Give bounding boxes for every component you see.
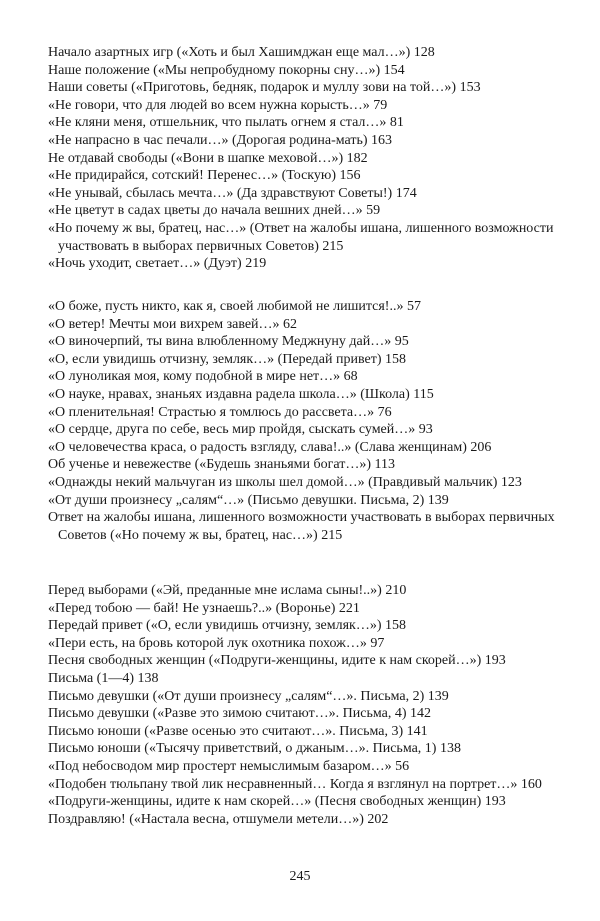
index-entry: «Под небосводом мир простерт немыслимым базаром…» 56 <box>48 758 410 774</box>
index-entry: «Однажды некий мальчуган из школы шел домой…» (Правдивый мальчик) 123 <box>48 474 522 490</box>
index-entry: «О виночерпий, ты вина влюбленному Меджнуну дай…» 95 <box>48 334 409 350</box>
index-entry: «Подобен тюльпану твой лик несравненный… Когда я взглянул на портрет…» 160 <box>48 776 542 792</box>
index-entry: «О науке, нравах, знаньях издавна радела школа…» (Школа) 115 <box>48 386 434 402</box>
index-entry: «Не говори, что для людей во всем нужна корысть…» 79 <box>48 97 388 113</box>
index-entry: «От души произнесу „салям“…» (Письмо девушки. Письма, 2) 139 <box>48 492 449 508</box>
index-section-o <box>48 298 558 544</box>
index-entry: «Не придирайся, сотский! Перенес…» (Тоскую) 156 <box>48 168 361 184</box>
index-entry: Передай привет («О, если увидишь отчизну, земляк…») 158 <box>48 618 407 634</box>
index-entry: «О пленительная! Страстью я томлюсь до рассвета…» 76 <box>48 404 392 420</box>
index-entry: «О, если увидишь отчизну, земляк…» (Передай привет) 158 <box>48 351 407 367</box>
index-entry: Ответ на жалобы ишана, лишенного возможности участвовать в выборах первичных Советов («Но почему ж вы, братец, нас…») 215 <box>48 510 555 543</box>
index-entry: «О сердце, друга по себе, весь мир пройдя, сыскать сумей…» 93 <box>48 422 433 438</box>
index-entry: «О луноликая моя, кому подобной в мире нет…» 68 <box>48 369 358 385</box>
index-section-p <box>48 582 558 828</box>
index-entry: «Не унывай, сбылась мечта…» (Да здравствуют Советы!) 174 <box>48 185 417 201</box>
index-entry: Наше положение («Мы непробудному покорны сну…») 154 <box>48 62 405 78</box>
index-entry: «О человечества краса, о радость взгляду, слава!..» (Слава женщинам) 206 <box>48 439 492 455</box>
index-entry: «О ветер! Мечты мои вихрем завей…» 62 <box>48 316 298 332</box>
index-entry: «Но почему ж вы, братец, нас…» (Ответ на жалобы ишана, лишенного возможности участвовать в выборах первичных Советов) 215 <box>48 220 554 254</box>
index-entry: «Не напрасно в час печали…» (Дорогая родина-мать) 163 <box>48 132 393 148</box>
index-entry: Письмо девушки («Разве это зимою считают…». Письма, 4) 142 <box>48 706 432 722</box>
index-section-n <box>48 44 558 273</box>
page-number: 245 <box>289 869 311 884</box>
index-entry: «Ночь уходит, светает…» (Дуэт) 219 <box>48 256 267 272</box>
index-entry: Не отдавай свободы («Вони в шапке меховой…») 182 <box>48 150 368 166</box>
index-entry: Начало азартных игр («Хоть и был Хашимджан еще мал…») 128 <box>48 45 435 60</box>
index-entry: Об ученье и невежестве («Будешь знаньями богат…») 113 <box>48 457 395 473</box>
index-entry: «О боже, пусть никто, как я, своей любимой не лишится!..» 57 <box>48 299 421 314</box>
index-entry: «Пери есть, на бровь которой лук охотника похож…» 97 <box>48 635 385 651</box>
index-entry: «Не цветут в садах цветы до начала вешних дней…» 59 <box>48 203 381 219</box>
index-entry: Перед выборами («Эй, преданные мне ислама сыны!..») 210 <box>48 583 407 598</box>
index-entry: «Перед тобою — бай! Не узнаешь?..» (Воронье) 221 <box>48 600 360 616</box>
index-entry: «Не кляни меня, отшельник, что пылать огнем я стал…» 81 <box>48 115 404 131</box>
index-entry: Письма (1—4) 138 <box>48 670 159 686</box>
index-entry: Письмо юноши («Разве осенью это считают…». Письма, 3) 141 <box>48 723 428 739</box>
index-entry: Письмо девушки («От души произнесу „салям“…». Письма, 2) 139 <box>48 688 449 704</box>
index-entry: Песня свободных женщин («Подруги-женщины, идите к нам скорей…») 193 <box>48 653 506 669</box>
index-entry: Поздравляю! («Настала весна, отшумели метели…») 202 <box>48 811 389 827</box>
index-entry: «Подруги-женщины, идите к нам скорей…» (Песня свободных женщин) 193 <box>48 794 506 810</box>
index-entry: Наши советы («Приготовь, бедняк, подарок и муллу зови на той…») 153 <box>48 80 481 96</box>
index-entry: Письмо юноши («Тысячу приветствий, о джаным…». Письма, 1) 138 <box>48 741 461 757</box>
